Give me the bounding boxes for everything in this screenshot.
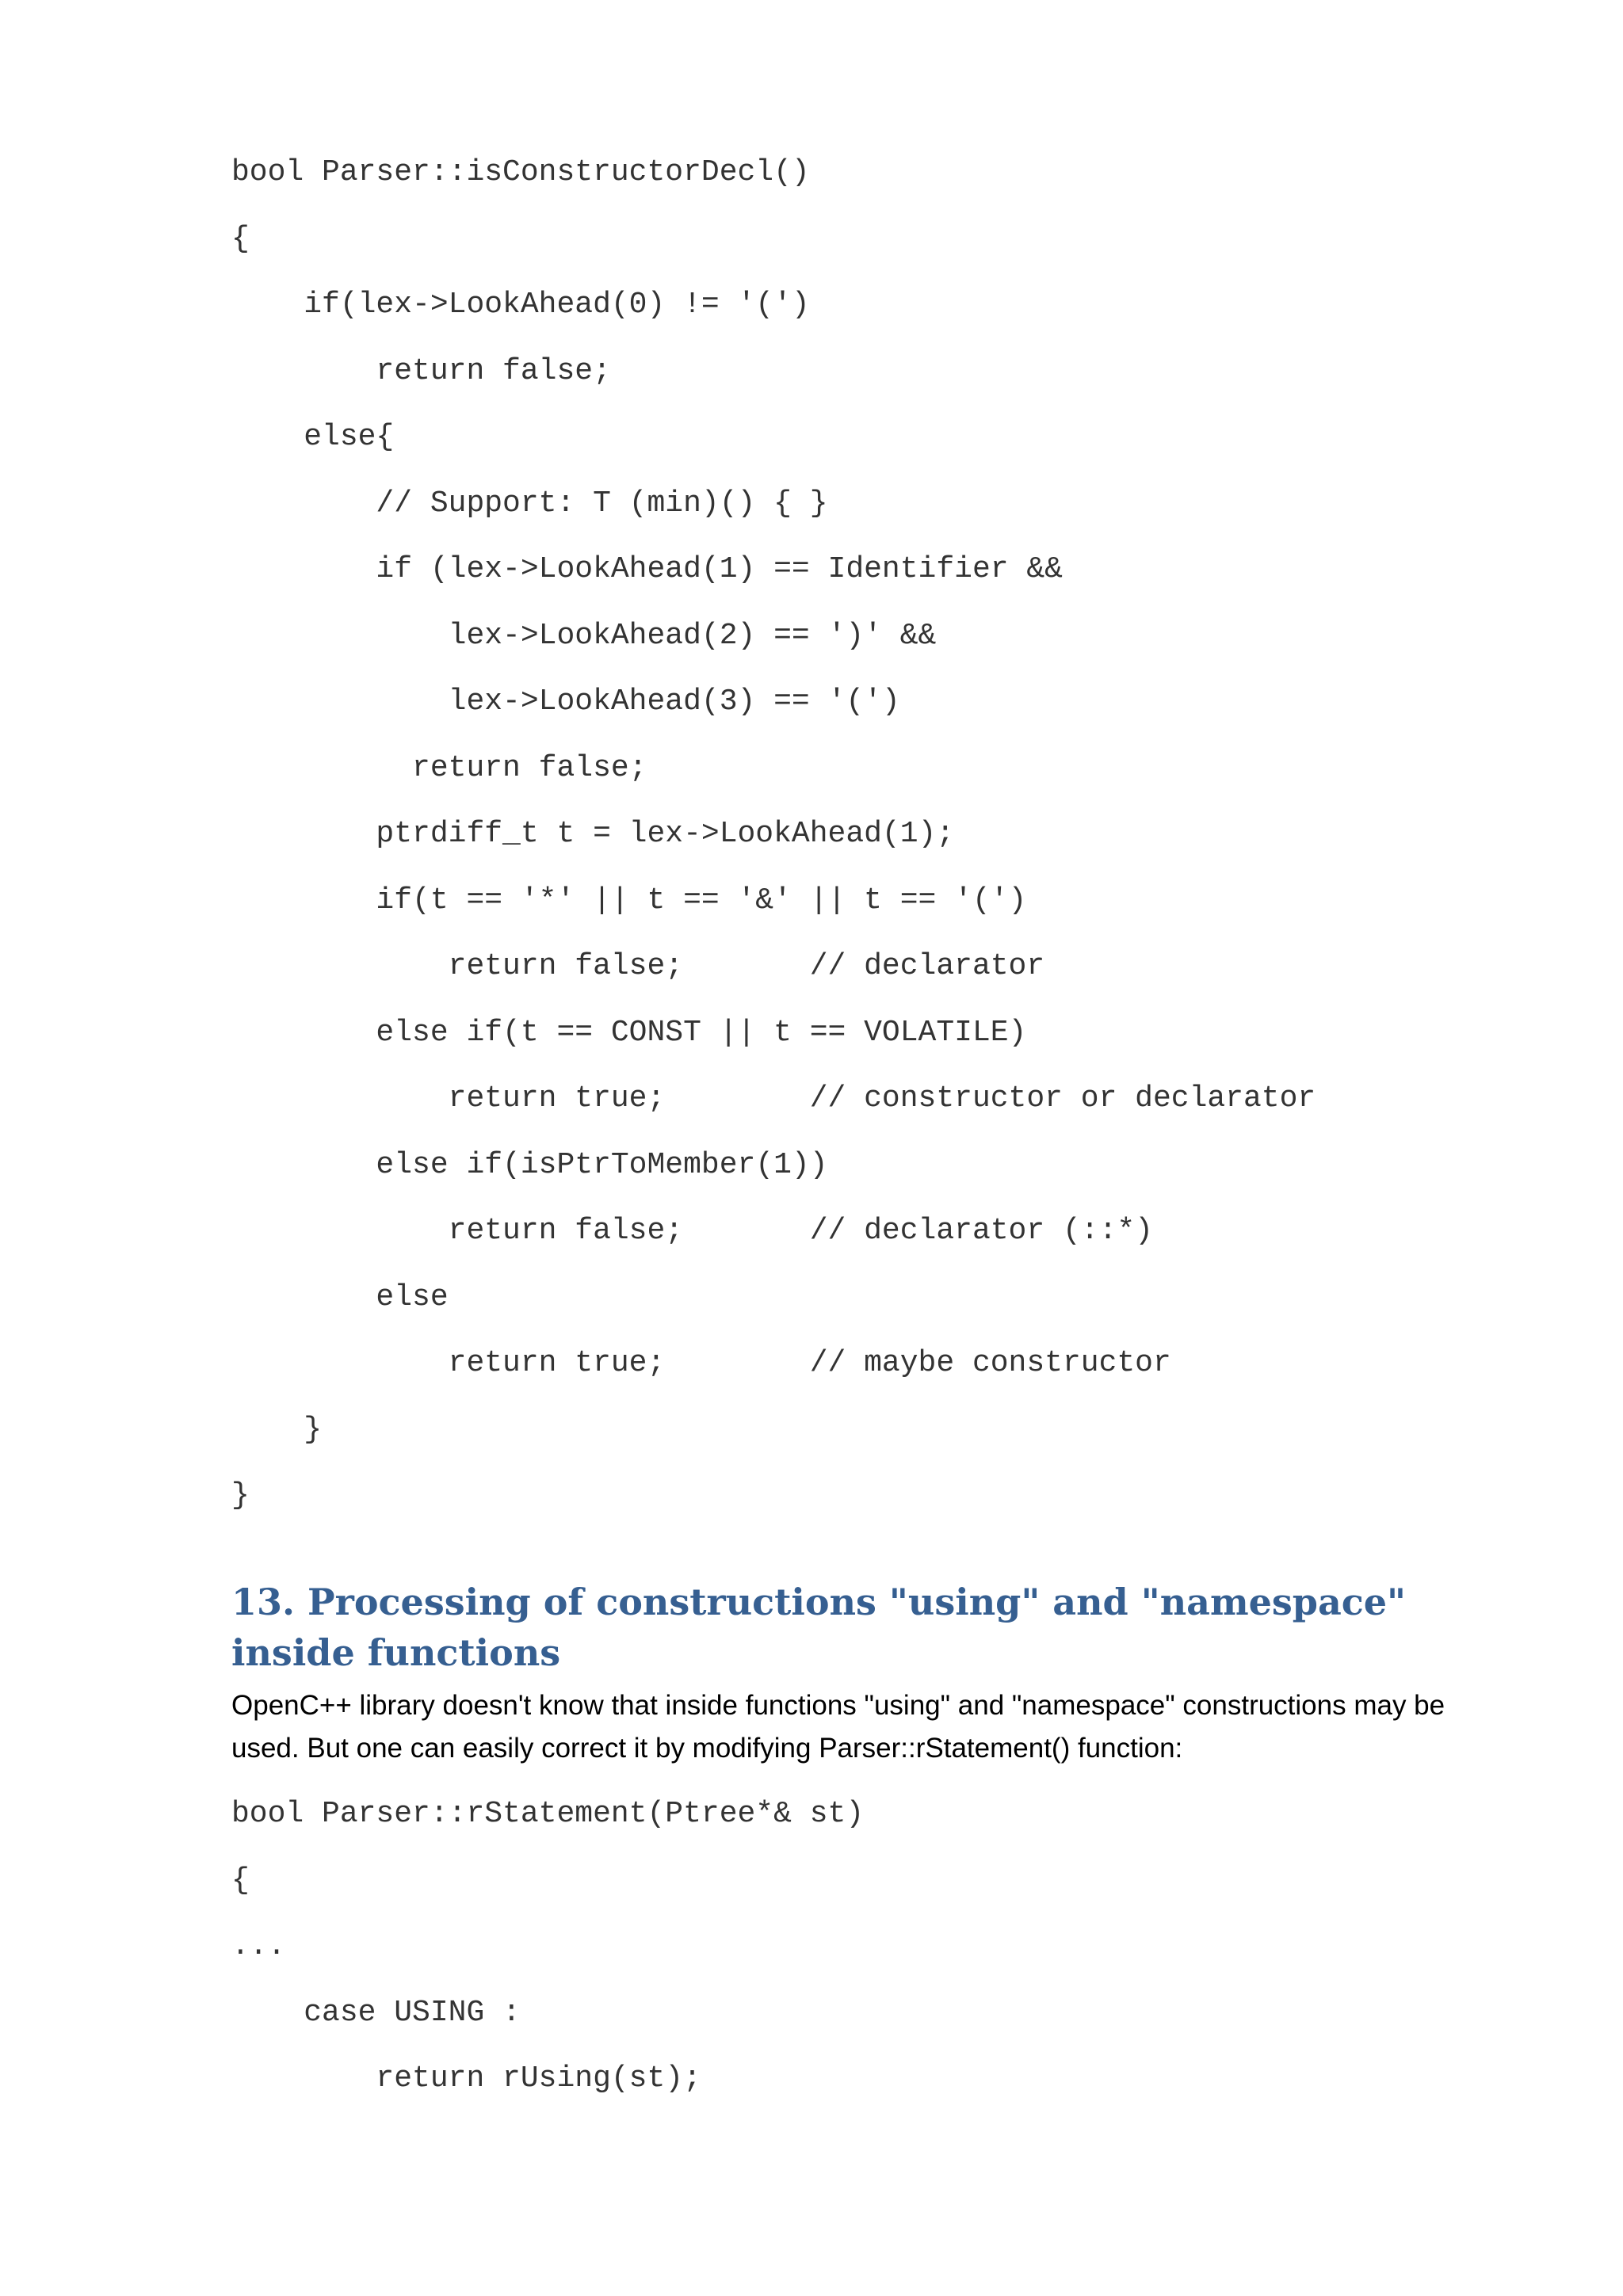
code-line: // Support: T (min)() { } (231, 486, 828, 521)
code-line: { (231, 221, 250, 256)
code-line: if (lex->LookAhead(1) == Identifier && (231, 552, 1063, 586)
code-line: bool Parser::isConstructorDecl() (231, 155, 810, 189)
code-line: return true; // constructor or declarator (231, 1081, 1316, 1116)
code-line: if(t == '*' || t == '&' || t == '(') (231, 883, 1027, 917)
code-line: } (231, 1412, 323, 1447)
section-paragraph: OpenC++ library doesn't know that inside functions "using" and "namespace" constructions may be used. But one can easily correct it by modifying Parser::rStatement() function: (231, 1690, 1445, 1764)
code-line: return false; (231, 750, 647, 785)
code-line: else{ (231, 420, 395, 454)
code-line: return false; // declarator (231, 949, 1045, 983)
code-line: lex->LookAhead(3) == '(') (231, 685, 900, 719)
code-line: return true; // maybe constructor (231, 1346, 1171, 1380)
code-line: ptrdiff_t t = lex->LookAhead(1); (231, 817, 955, 851)
code-block-r-statement (231, 1781, 1420, 2112)
section-heading: 13. Processing of constructions "using" and "namespace" inside functions (231, 1581, 1406, 1674)
code-line: lex->LookAhead(2) == ')' && (231, 618, 937, 653)
code-line: return rUsing(st); (231, 2061, 701, 2096)
code-line: else if(t == CONST || t == VOLATILE) (231, 1015, 1027, 1050)
code-line: if(lex->LookAhead(0) != '(') (231, 288, 810, 322)
code-line: case USING : (231, 1995, 521, 2030)
code-line: { (231, 1863, 250, 1897)
code-line: else (231, 1280, 449, 1314)
code-line: return false; // declarator (::*) (231, 1214, 1153, 1248)
code-block-is-constructor-decl (231, 139, 1420, 1529)
code-line: else if(isPtrToMember(1)) (231, 1147, 828, 1182)
code-line: return false; (231, 353, 611, 388)
code-line: bool Parser::rStatement(Ptree*& st) (231, 1797, 865, 1831)
code-line: } (231, 1478, 250, 1512)
code-line: ... (231, 1929, 286, 1963)
